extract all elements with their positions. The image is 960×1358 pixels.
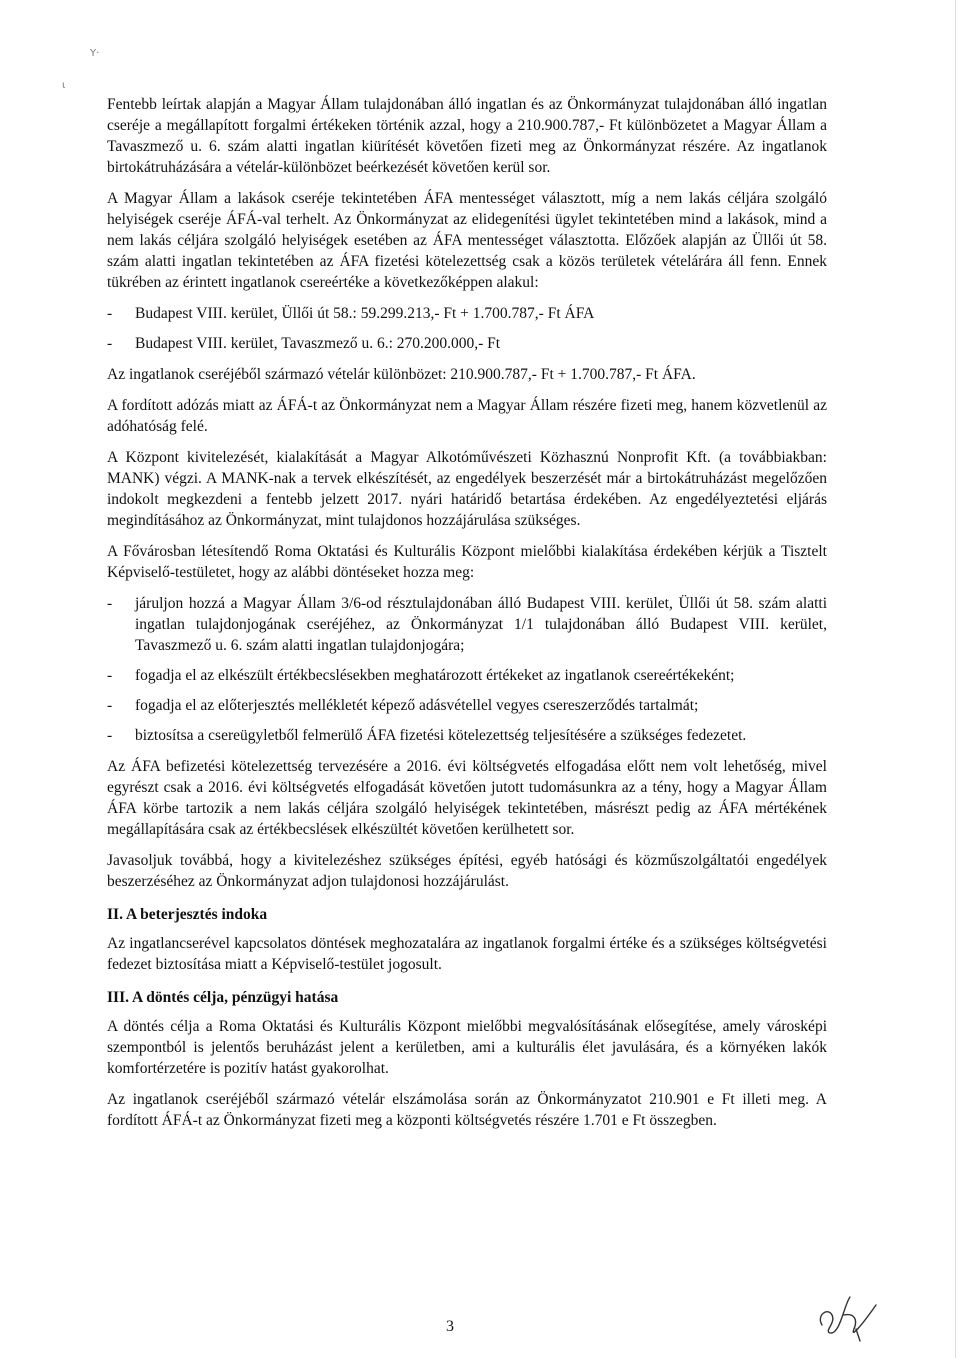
list-item: - Budapest VIII. kerület, Üllői út 58.: 59.299.213,- Ft + 1.700.787,- Ft ÁFA <box>107 303 827 324</box>
section-heading-reason: II. A beterjesztés indoka <box>107 906 268 923</box>
paragraph-price-difference: Az ingatlanok cseréjéből származó vételár különbözet: 210.900.787,- Ft + 1.700.787,- Ft ÁFA. <box>107 366 696 383</box>
list-item: - Budapest VIII. kerület, Tavaszmező u. 6.: 270.200.000,- Ft <box>107 333 827 354</box>
section-heading-purpose: III. A döntés célja, pénzügyi hatása <box>107 989 339 1006</box>
property-values-list <box>107 303 827 354</box>
list-item: - biztosítsa a csereügyletből felmerülő ÁFA fizetési kötelezettség teljesítésére a szükséges fedezetet. <box>107 725 827 746</box>
decisions-list <box>107 593 827 746</box>
paragraph-reason: Az ingatlancserével kapcsolatos döntések meghozatalára az ingatlanok forgalmi értéke és a szükséges költségvetési fedezet biztosítása miatt a Képviselő-testület jogosult. <box>107 935 827 973</box>
paragraph-permits: Javasoljuk továbbá, hogy a kivitelezéshez szükséges építési, egyéb hatósági és közműszolgáltatói engedélyek beszerzéséhez az Önkormányzat adjon tulajdonosi hozzájárulást. <box>107 852 827 890</box>
list-item: - járuljon hozzá a Magyar Állam 3/6-od résztulajdonában álló Budapest VIII. kerület, Üllői út 58. szám alatti ingatlan tulajdonjogának cseréjéhez, az Önkormányzat 1/1 tulajdonában álló Budapest VIII. kerület, Tavaszmező u. 6. szám alatti ingatlan tulajdonjogára; <box>107 593 827 656</box>
paragraph-difference-payment: Fentebb leírtak alapján a Magyar Állam tulajdonában álló ingatlan és az Önkormányzat tulajdonában álló ingatlan cseréje a megállapított forgalmi értékeken történik azzal, hogy a 210.900.787,- Ft különbözetet a Magyar Állam a Tavaszmező u. 6. szám alatti ingatlan kiürítését követően fizeti meg az Önkormányzat részére. Az ingatlanok birtokátruházására a vételár-különbözet beérkezését követően kerül sor. <box>107 96 827 176</box>
list-item: - fogadja el az elkészült értékbecslésekben meghatározott értékeket az ingatlanok csereértékeként; <box>107 665 827 686</box>
signature-icon <box>810 1285 890 1345</box>
page-number: 3 <box>446 1318 454 1335</box>
scan-mark-top: Y· <box>90 48 100 59</box>
paragraph-request: A Fővárosban létesítendő Roma Oktatási és Kulturális Központ mielőbbi kialakítása érdekében kérjük a Tisztelt Képviselő-testületet, hogy az alábbi döntéseket hozza meg: <box>107 543 827 581</box>
paragraph-mank: A Központ kivitelezését, kialakítását a Magyar Alkotóművészeti Közhasznú Nonprofit Kft. (a továbbiakban: MANK) végzi. A MANK-nak a tervek elkészítését, az engedélyek beszerzését már a birtokátruházást megelőzően indokolt megkezdeni a fentebb jelzett 2017. nyári határidő betartása érdekében. Az engedélyeztetési eljárás megindításához az Önkormányzat, mint tulajdonos hozzájárulása szükséges. <box>107 449 827 529</box>
paragraph-purpose: A döntés célja a Roma Oktatási és Kulturális Központ mielőbbi megvalósításának elősegítése, amely városképi szempontból is jelentős beruházást jelent a kerületben, ami a kulturális élet javulására, és a környéken lakók komfortérzetére is pozitív hatást gyakorolhat. <box>107 1018 827 1077</box>
document-body <box>107 94 827 1141</box>
paragraph-settlement: Az ingatlanok cseréjéből származó vételár elszámolása során az Önkormányzatot 210.901 e Ft illeti meg. A fordított ÁFÁ-t az Önkormányzat fizeti meg a központi költségvetés részére 1.701 e Ft összegben. <box>107 1091 827 1129</box>
scan-edge <box>955 0 956 1358</box>
paragraph-vat-planning: Az ÁFA befizetési kötelezettség tervezésére a 2016. évi költségvetés elfogadása előtt nem volt lehetőség, mivel egyrészt csak a 2016. évi költségvetés elfogadását követően jutott tudomásunkra az a tény, hogy a Magyar Állam ÁFA körbe tartozik a nem lakás céljára szolgáló helyiségek tekintetében, másrészt pedig az ÁFA mértékének megállapítására csak az értékbecslések elkészültét követően kerülhetett sor. <box>107 758 827 838</box>
list-item: - fogadja el az előterjesztés mellékletét képező adásvétellel vegyes csereszerződés tartalmát; <box>107 695 827 716</box>
scan-mark-corner: ι <box>62 80 66 91</box>
paragraph-reverse-charge: A fordított adózás miatt az ÁFÁ-t az Önkormányzat nem a Magyar Állam részére fizeti meg, hanem közvetlenül az adóhatóság felé. <box>107 397 827 435</box>
paragraph-vat-exemption: A Magyar Állam a lakások cseréje tekintetében ÁFA mentességet választott, míg a nem lakás céljára szolgáló helyiségek cseréje ÁFÁ-val terhelt. Az Önkormányzat az elidegenítési ügylet tekintetében mind a lakások, mind a nem lakás céljára szolgáló helyiségek esetében az ÁFA mentességet választotta. Előzőek alapján az Üllői út 58. szám alatti ingatlan tekintetében az ÁFA fizetési kötelezettség csak a közös területek vételárára áll fenn. Ennek tükrében az érintett ingatlanok csereértéke a következőképpen alakul: <box>107 190 827 291</box>
